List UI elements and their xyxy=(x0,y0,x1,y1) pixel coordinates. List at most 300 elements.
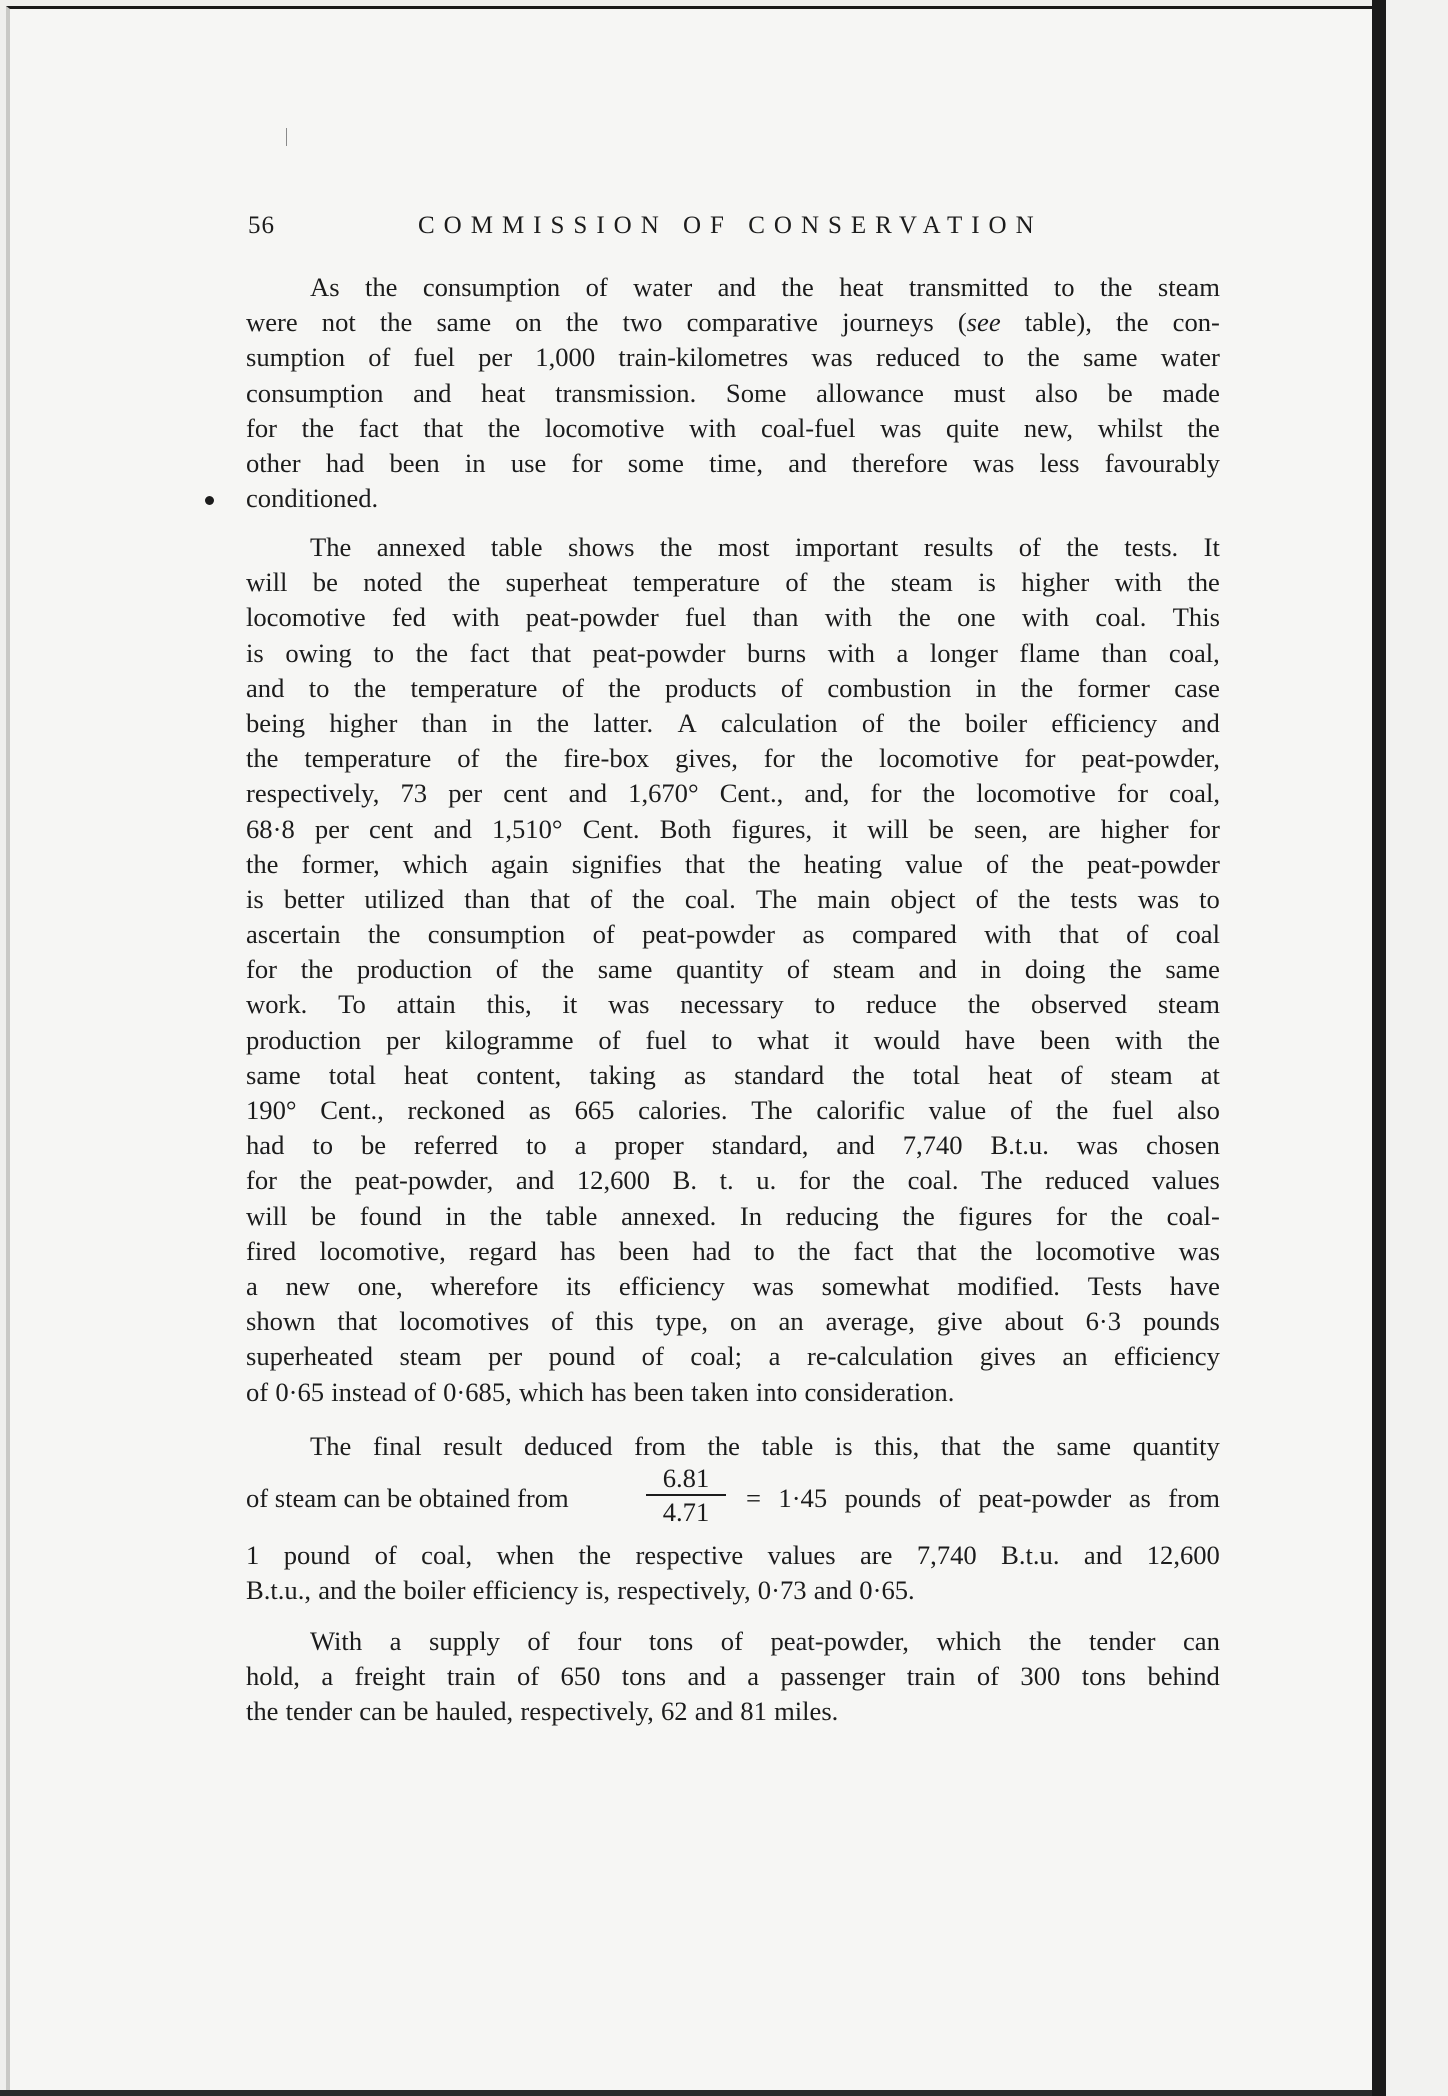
word: production xyxy=(246,1024,362,1055)
word: A xyxy=(677,707,697,738)
word: 12,600 xyxy=(1146,1540,1220,1570)
word: the xyxy=(1110,1200,1144,1231)
word: and xyxy=(717,272,756,302)
word: in xyxy=(980,954,1002,985)
word: locomotive xyxy=(1035,1235,1156,1266)
word: coal, xyxy=(1169,778,1220,809)
word: the xyxy=(489,1200,523,1231)
word: t. xyxy=(719,1165,734,1196)
word: fuel xyxy=(413,342,455,373)
word: to xyxy=(373,637,395,668)
word: products xyxy=(665,672,757,703)
text-line xyxy=(246,776,1220,811)
word: and xyxy=(687,1661,726,1692)
word: temperature xyxy=(410,672,538,703)
word: same xyxy=(246,1059,301,1090)
word: respectively, xyxy=(246,778,380,809)
word: and xyxy=(515,1165,555,1196)
word: modified. xyxy=(957,1270,1060,1301)
word: fact xyxy=(469,637,510,668)
word: of xyxy=(641,1341,664,1372)
word: owing xyxy=(285,637,352,668)
word: locomotive xyxy=(246,602,366,633)
text-line xyxy=(246,1659,1220,1694)
word: therefore xyxy=(851,447,948,478)
word: the xyxy=(505,743,538,774)
word: superheat xyxy=(505,567,608,598)
word: same xyxy=(1056,1431,1112,1461)
word: reduced xyxy=(875,342,961,373)
word: and xyxy=(788,447,827,478)
word: to xyxy=(1199,883,1220,914)
word: and, xyxy=(804,778,850,809)
word: the xyxy=(1187,412,1220,443)
word: of xyxy=(1018,532,1041,562)
word: than xyxy=(464,883,511,914)
word: The xyxy=(755,883,798,914)
word: miles. xyxy=(774,1696,839,1727)
word: 0·73 xyxy=(757,1575,807,1606)
word: important xyxy=(795,532,899,562)
word: in xyxy=(491,707,513,738)
word: coal, xyxy=(1168,637,1220,668)
word: it xyxy=(832,813,848,844)
word: 1 xyxy=(246,1540,260,1570)
text-line xyxy=(246,706,1220,741)
word: is xyxy=(834,1431,853,1461)
word: for xyxy=(1188,813,1220,844)
word: table xyxy=(545,1200,598,1231)
word: 0·65 xyxy=(275,1376,325,1407)
text-line xyxy=(246,917,1220,952)
word: The xyxy=(981,1165,1023,1196)
word: an xyxy=(778,1306,804,1337)
word: the xyxy=(852,1059,885,1090)
word: use xyxy=(510,447,547,478)
word: The xyxy=(751,1095,793,1125)
word: which xyxy=(402,848,468,879)
word: of xyxy=(938,1483,961,1513)
word: kilogramme xyxy=(445,1024,574,1055)
word: B.t.u., xyxy=(246,1575,312,1606)
word: Tests xyxy=(1087,1270,1142,1301)
word: which xyxy=(518,1376,584,1407)
word: same xyxy=(1082,342,1138,373)
word: whilst xyxy=(1097,412,1163,443)
word: for xyxy=(798,1165,830,1196)
word: (see xyxy=(957,307,1001,338)
paragraph-3-continuation xyxy=(246,1538,1220,1608)
text-line xyxy=(246,1375,1220,1410)
formula-lead-text: of steam can be obtained from xyxy=(246,1483,569,1513)
word: of xyxy=(551,1306,574,1337)
word: from xyxy=(1168,1483,1220,1513)
word: this, xyxy=(486,989,532,1020)
word: in xyxy=(975,672,997,703)
word: reducing xyxy=(785,1200,879,1231)
text-line xyxy=(246,882,1220,917)
word: to xyxy=(753,1235,775,1266)
text-line xyxy=(246,1694,1220,1729)
word: of xyxy=(592,919,615,950)
text-line xyxy=(246,565,1220,600)
word: must xyxy=(953,377,1006,408)
text-line xyxy=(246,1269,1220,1304)
word: quite xyxy=(946,412,1000,443)
word: an xyxy=(1062,1341,1088,1372)
word: 12,600 xyxy=(576,1165,650,1196)
word: in xyxy=(445,1200,467,1231)
word: reduced xyxy=(1045,1165,1130,1196)
word: is xyxy=(978,567,996,598)
word: was xyxy=(1137,883,1180,914)
word: the xyxy=(1017,883,1051,914)
word: with xyxy=(452,602,500,633)
word: per xyxy=(448,778,483,809)
word: Cent., xyxy=(320,1095,384,1125)
word: fact xyxy=(853,1235,894,1266)
word: than xyxy=(1101,637,1148,668)
word: calorific xyxy=(816,1095,905,1125)
fraction-denominator: 4.71 xyxy=(662,1497,710,1527)
word: figures xyxy=(958,1200,1033,1231)
word: 73 xyxy=(400,778,428,809)
word: also xyxy=(1177,1095,1220,1125)
word: fire-box xyxy=(563,743,650,774)
word: four xyxy=(577,1626,622,1656)
word: is xyxy=(246,883,264,914)
word: standard xyxy=(734,1059,825,1090)
word: this xyxy=(595,1306,634,1337)
word: the xyxy=(1099,272,1133,302)
word: pounds xyxy=(1142,1306,1220,1337)
word: that xyxy=(423,412,464,443)
word: for xyxy=(763,743,795,774)
word: 7,740 xyxy=(916,1540,977,1570)
word: the xyxy=(299,1165,333,1196)
word: seen, xyxy=(974,813,1028,844)
text-line xyxy=(246,1624,1220,1659)
word: To xyxy=(338,989,366,1020)
running-head xyxy=(248,212,1218,244)
word: be xyxy=(1107,377,1133,408)
word: boiler xyxy=(965,707,1028,738)
word: have xyxy=(965,1024,1016,1055)
word: of xyxy=(457,743,480,774)
word: on xyxy=(515,307,542,338)
word: the xyxy=(1027,342,1060,373)
word: result xyxy=(443,1431,503,1461)
word: the xyxy=(1066,532,1099,562)
paragraph-3 xyxy=(246,1429,1220,1464)
word: to xyxy=(814,989,836,1020)
word: to xyxy=(711,1024,733,1055)
word: to xyxy=(526,1130,547,1161)
word: higher xyxy=(1021,567,1090,598)
word: was xyxy=(1178,1235,1220,1266)
word: latter. xyxy=(593,707,654,738)
word: 7,740 xyxy=(902,1130,963,1161)
word: the xyxy=(707,1431,740,1461)
word: is xyxy=(246,637,264,668)
word: consumption xyxy=(246,377,384,408)
word: from xyxy=(634,1431,686,1461)
text-line xyxy=(246,1573,1220,1608)
text-line xyxy=(246,481,1220,516)
word: content, xyxy=(476,1059,562,1090)
word: that xyxy=(916,1235,957,1266)
word: higher xyxy=(1100,813,1169,844)
word: pounds xyxy=(844,1483,922,1513)
word: with xyxy=(1114,567,1162,598)
word: compared xyxy=(851,919,957,950)
word: table xyxy=(490,532,543,562)
word: 6·3 xyxy=(1085,1306,1122,1337)
word: coal; xyxy=(690,1341,743,1372)
word: re-calculation xyxy=(806,1341,954,1372)
word: final xyxy=(372,1431,422,1461)
text-line xyxy=(246,270,1220,305)
word: locomotives xyxy=(399,1306,530,1337)
word: tons xyxy=(621,1661,667,1692)
word: steam xyxy=(832,954,895,985)
text-line xyxy=(246,741,1220,776)
word: of xyxy=(785,567,808,598)
word: will xyxy=(246,567,288,598)
word: be xyxy=(928,813,954,844)
word: pound xyxy=(283,1540,351,1570)
word: value xyxy=(928,1095,987,1125)
word: one, xyxy=(357,1270,403,1301)
word: most xyxy=(717,532,770,562)
word: peat-powder xyxy=(592,637,726,668)
word: the xyxy=(536,707,570,738)
word: some xyxy=(627,447,684,478)
word: a xyxy=(389,1626,402,1656)
word: than xyxy=(421,707,468,738)
word: the xyxy=(1187,567,1220,598)
word: of xyxy=(780,672,804,703)
text-line xyxy=(246,600,1220,635)
word: In xyxy=(739,1200,763,1231)
word: doing xyxy=(1024,954,1086,985)
word: of xyxy=(976,1661,1000,1692)
word: 1·45 xyxy=(778,1483,828,1513)
word: total xyxy=(912,1059,961,1090)
word: 665 xyxy=(574,1095,615,1125)
word: results xyxy=(923,532,994,562)
word: fuel xyxy=(1112,1095,1154,1125)
word: respectively, xyxy=(617,1575,751,1606)
word: B.t.u. xyxy=(1001,1540,1060,1570)
word: per xyxy=(478,342,513,373)
word: have xyxy=(1169,1270,1220,1301)
word: cent xyxy=(503,778,548,809)
word: again xyxy=(490,848,549,879)
word: water xyxy=(1160,342,1220,373)
word: of xyxy=(585,272,608,302)
word: new, xyxy=(1023,412,1074,443)
word: of xyxy=(720,1626,743,1656)
page-number: 56 xyxy=(248,212,275,239)
word: favourably xyxy=(1104,447,1220,478)
text-line xyxy=(246,1234,1220,1269)
word: as xyxy=(1128,1483,1151,1513)
word: chosen xyxy=(1146,1130,1220,1161)
word: heat xyxy=(839,272,884,302)
word: freight xyxy=(354,1661,426,1692)
word: as xyxy=(528,1095,551,1125)
word: the xyxy=(300,954,334,985)
word: As xyxy=(310,272,340,302)
word: for xyxy=(1024,743,1056,774)
word: respective xyxy=(635,1540,744,1570)
word: the xyxy=(1055,1095,1089,1125)
word: same xyxy=(1165,954,1220,985)
word: of xyxy=(527,1626,550,1656)
word: found xyxy=(359,1200,422,1231)
word: will xyxy=(246,1200,288,1231)
word: been xyxy=(618,1235,670,1266)
word: what xyxy=(757,1024,810,1055)
word: and xyxy=(413,377,452,408)
paragraph-1 xyxy=(246,270,1220,516)
word: are xyxy=(1048,813,1081,844)
word: the xyxy=(781,272,814,302)
word: been xyxy=(1040,1024,1091,1055)
word: peat-powder, xyxy=(1081,743,1220,774)
word: tests. xyxy=(1124,532,1179,562)
word: B. xyxy=(672,1165,697,1196)
text-line xyxy=(246,1429,1220,1464)
word: former, xyxy=(301,848,380,879)
word: pound xyxy=(548,1341,616,1372)
word: the xyxy=(659,532,693,562)
word: to xyxy=(308,672,330,703)
word: being xyxy=(246,707,306,738)
word: about xyxy=(1004,1306,1064,1337)
word: locomotive, xyxy=(319,1235,446,1266)
word: and xyxy=(918,954,957,985)
word: same xyxy=(597,954,653,985)
word: steam xyxy=(1157,272,1220,302)
word: was xyxy=(973,447,1015,478)
text-line xyxy=(246,411,1220,446)
word: peat-powder xyxy=(642,919,776,950)
word: flame xyxy=(1019,637,1080,668)
word: observed xyxy=(1031,989,1128,1020)
word: Both xyxy=(659,813,712,844)
word: of xyxy=(975,883,998,914)
word: peat-powder, xyxy=(770,1626,909,1656)
word: allowance xyxy=(816,377,924,408)
word: = xyxy=(746,1483,761,1513)
word: of xyxy=(598,1024,621,1055)
word: values xyxy=(767,1540,836,1570)
word: table), xyxy=(1024,307,1092,338)
word: higher xyxy=(329,707,398,738)
word: consumption xyxy=(422,272,561,302)
word: main xyxy=(817,883,871,914)
fraction-numerator: 6.81 xyxy=(646,1462,726,1496)
word: and xyxy=(1083,1540,1123,1570)
word: the xyxy=(632,883,665,914)
word: behind xyxy=(1147,1661,1220,1692)
word: of xyxy=(561,672,584,703)
word: had xyxy=(246,1130,285,1161)
text-line xyxy=(246,1093,1220,1128)
word: is, xyxy=(585,1575,611,1606)
paragraph-4 xyxy=(246,1624,1220,1730)
word: the xyxy=(367,919,401,950)
word: reduce xyxy=(865,989,937,1020)
word: 1,510° xyxy=(492,813,563,844)
word: Cent., xyxy=(719,778,784,809)
word: to xyxy=(1053,272,1075,302)
word: with xyxy=(1021,602,1070,633)
text-line xyxy=(246,812,1220,847)
word: for xyxy=(1116,778,1148,809)
word: transmission. xyxy=(555,377,697,408)
word: of xyxy=(1009,1095,1033,1125)
word: tons xyxy=(1081,1661,1127,1692)
word: the xyxy=(487,412,521,443)
word: This xyxy=(1172,602,1220,633)
word: the xyxy=(379,307,413,338)
word: with xyxy=(689,412,737,443)
word: a xyxy=(321,1661,334,1692)
word: heat xyxy=(481,377,526,408)
word: peat-powder xyxy=(525,602,659,633)
word: of xyxy=(368,342,391,373)
word: be xyxy=(360,1130,387,1161)
word: with xyxy=(1115,1024,1163,1055)
word: the xyxy=(541,954,575,985)
word: signifies xyxy=(571,848,662,879)
word: tender xyxy=(285,1696,353,1727)
word: it xyxy=(562,989,578,1020)
word: train xyxy=(446,1661,496,1692)
formula-trail-text xyxy=(246,1483,1220,1514)
word: instead xyxy=(331,1376,407,1407)
word: water xyxy=(633,272,693,302)
word: deduced xyxy=(523,1431,613,1461)
text-line xyxy=(246,952,1220,987)
word: quantity xyxy=(1132,1431,1220,1461)
word: hold, xyxy=(246,1661,300,1692)
word: 1,670° xyxy=(628,778,699,809)
word: of xyxy=(413,1376,436,1407)
word: heat xyxy=(404,1059,449,1090)
word: and xyxy=(694,1696,734,1727)
word: in xyxy=(464,447,486,478)
word: of xyxy=(246,1376,269,1407)
word: new xyxy=(285,1270,330,1301)
word: heating xyxy=(803,848,883,879)
word: table xyxy=(761,1431,814,1461)
word: for xyxy=(571,447,603,478)
word: hauled, xyxy=(435,1696,514,1727)
word: fact xyxy=(358,412,399,443)
word: of xyxy=(1126,919,1149,950)
text-line xyxy=(246,530,1220,565)
word: the xyxy=(898,602,931,633)
text-line xyxy=(246,1128,1220,1163)
word: temperature xyxy=(632,567,760,598)
word: quantity xyxy=(676,954,764,985)
word: 190° xyxy=(246,1095,297,1125)
word: of xyxy=(786,954,810,985)
